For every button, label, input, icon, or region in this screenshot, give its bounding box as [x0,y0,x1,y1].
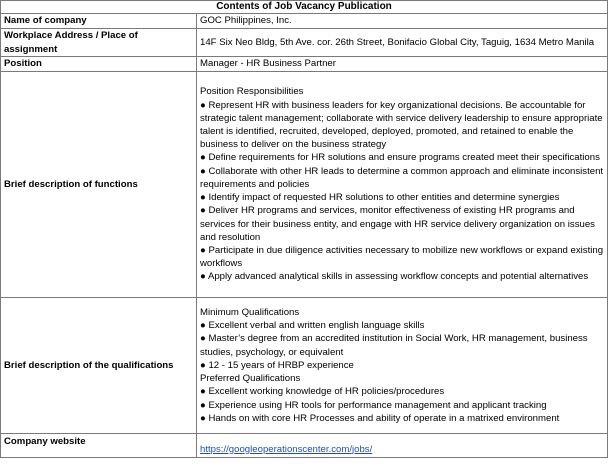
document-title: Contents of Job Vacancy Publication [1,1,608,14]
position-label: Position [1,57,197,72]
bullet-icon: ● [200,386,206,398]
bullet-icon: ● [200,244,206,256]
function-item [200,151,604,164]
function-item [200,270,604,283]
bullet-icon: ● [200,205,206,217]
preferred-qualification-item-text: Excellent working knowledge of HR policies/procedures [208,386,445,398]
address-row [1,29,608,57]
functions-list [200,99,604,284]
functions-heading: Position Responsibilities [200,86,304,98]
function-item-text: Apply advanced analytical skills in assessing workflow concepts and potential alternatives [207,271,589,283]
minimum-qualification-item [200,359,604,372]
bullet-icon: ● [200,359,206,371]
minimum-qualifications-list [200,319,604,372]
function-item-text: Identify impact of requested HR solutions to other entities and determine synergies [208,192,560,204]
preferred-qualification-item [200,412,604,425]
position-row [1,57,608,72]
website-link[interactable]: https://googleoperationscenter.com/jobs/ [200,443,373,455]
website-value-cell [197,434,608,458]
company-label: Name of company [1,14,197,29]
functions-row [1,72,608,298]
minimum-qualifications-heading: Minimum Qualifications [200,307,300,319]
function-item [200,99,604,152]
title-row [1,1,608,14]
minimum-qualification-item-text: Master’s degree from an accredited institution in Social Work, HR management, business studies, psychology, or equivalent [200,333,588,358]
company-row [1,14,608,29]
position-value: Manager - HR Business Partner [197,57,608,72]
function-item-text: Represent HR with business leaders for key organizational decisions. Be accountable for strategic talent management; collaborate with service delivery leadership to ensure appropriate talent is identified, recruited, developed, deployed, promoted, and retained to enable the business to deliver on the business strategy [200,99,603,151]
bullet-icon: ● [200,333,206,345]
minimum-qualification-item [200,332,604,358]
preferred-qualifications-heading: Preferred Qualifications [200,373,301,385]
qualifications-value [197,298,608,434]
function-item [200,204,604,244]
functions-value [197,72,608,298]
function-item [200,244,604,270]
bullet-icon: ● [200,320,206,332]
minimum-qualification-item-text: Excellent verbal and written english language skills [208,320,425,332]
function-item-text: Collaborate with other HR leads to determine a common approach and eliminate inconsistent requirements and policies [200,165,604,190]
website-row [1,434,608,458]
function-item [200,191,604,204]
function-item-text: Deliver HR programs and services, monitor effectiveness of existing HR programs and services for their business entity, and engage with HR service delivery organization on issues and resolution [200,205,595,243]
bullet-icon: ● [200,165,206,177]
functions-label: Brief description of functions [1,72,197,298]
address-value: 14F Six Neo Bldg, 5th Ave. cor. 26th Street, Bonifacio Global City, Taguig, 1634 Metro Manila [197,29,608,57]
bullet-icon: ● [200,192,206,204]
bullet-icon: ● [200,271,206,283]
qualifications-block [200,306,604,425]
qualifications-row [1,298,608,434]
preferred-qualification-item [200,385,604,398]
bullet-icon: ● [200,399,206,411]
website-label: Company website [1,434,197,458]
minimum-qualification-item-text: 12 - 15 years of HRBP experience [208,359,354,371]
bullet-icon: ● [200,152,206,164]
preferred-qualifications-list [200,385,604,425]
qualifications-label: Brief description of the qualifications [1,298,197,434]
preferred-qualification-item [200,399,604,412]
preferred-qualification-item-text: Experience using HR tools for performance management and applicant tracking [208,399,547,411]
bullet-icon: ● [200,99,206,111]
function-item-text: Participate in due diligence activities necessary to mobilize new workflows or expand existing workflows [200,244,604,270]
company-value: GOC Philippines, Inc. [197,14,608,29]
address-label: Workplace Address / Place of assignment [1,29,197,57]
functions-block [200,85,604,283]
preferred-qualification-item-text: Hands on with core HR Processes and ability of operate in a matrixed environment [208,412,560,424]
bullet-icon: ● [200,412,206,424]
minimum-qualification-item [200,319,604,332]
function-item-text: Define requirements for HR solutions and ensure programs created meet their specifications [208,152,600,164]
function-item [200,165,604,191]
